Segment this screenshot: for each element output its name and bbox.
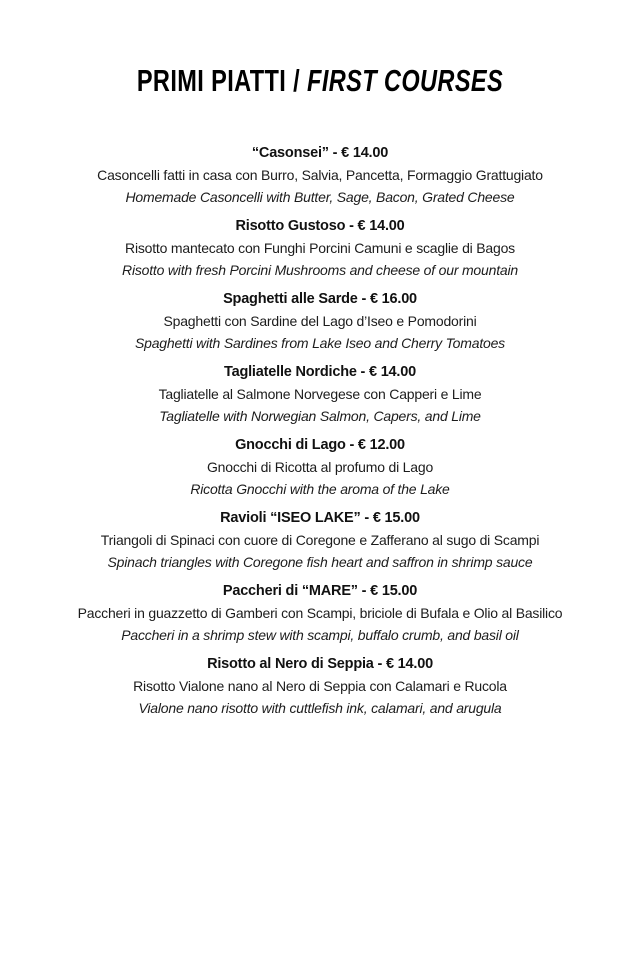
menu-item [0,288,640,354]
item-description-english: Ricotta Gnocchi with the aroma of the Lake [190,481,450,497]
item-title: Risotto Gustoso - € 14.00 [235,218,405,234]
item-description-english: Vialone nano risotto with cuttlefish ink, calamari, and arugula [138,700,502,716]
item-description-english: Tagliatelle with Norwegian Salmon, Capers, and Lime [159,408,481,424]
menu-page [0,64,640,969]
page-title-english: FIRST COURSES [307,63,504,98]
item-description-english: Paccheri in a shrimp stew with scampi, buffalo crumb, and basil oil [121,627,519,643]
item-description-english: Homemade Casoncelli with Butter, Sage, Bacon, Grated Cheese [125,189,515,205]
item-title: Tagliatelle Nordiche - € 14.00 [224,364,416,380]
item-description-italian: Paccheri in guazzetto di Gamberi con Scampi, briciole di Bufala e Olio al Basilico [77,605,563,621]
item-description-english: Spaghetti with Sardines from Lake Iseo and Cherry Tomatoes [135,335,505,351]
item-description-italian: Triangoli di Spinaci con cuore di Coregone e Zafferano al sugo di Scampi [100,532,540,548]
menu-item [0,580,640,646]
item-title: Spaghetti alle Sarde - € 16.00 [223,291,417,307]
item-title: “Casonsei” - € 14.00 [251,145,389,161]
item-title: Gnocchi di Lago - € 12.00 [235,437,405,453]
item-title: Risotto al Nero di Seppia - € 14.00 [207,656,433,672]
page-title-separator: / [293,63,301,98]
menu-item [0,215,640,281]
menu-item [0,361,640,427]
menu-item [0,142,640,208]
item-description-italian: Risotto mantecato con Funghi Porcini Camuni e scaglie di Bagos [125,240,515,256]
item-description-english: Spinach triangles with Coregone fish heart and saffron in shrimp sauce [107,554,533,570]
item-description-italian: Risotto Vialone nano al Nero di Seppia con Calamari e Rucola [133,678,507,694]
item-title: Ravioli “ISEO LAKE” - € 15.00 [220,510,420,526]
menu-list [0,142,640,719]
menu-item [0,434,640,500]
item-description-italian: Spaghetti con Sardine del Lago d’Iseo e Pomodorini [163,313,477,329]
page-title [0,64,640,98]
item-title: Paccheri di “MARE” - € 15.00 [222,583,418,599]
page-title-text [137,64,503,98]
item-description-italian: Gnocchi di Ricotta al profumo di Lago [206,459,434,475]
item-description-italian: Tagliatelle al Salmone Norvegese con Capperi e Lime [158,386,482,402]
page-title-italian: PRIMI PIATTI [136,63,287,98]
item-description-english: Risotto with fresh Porcini Mushrooms and cheese of our mountain [122,262,518,278]
menu-item [0,653,640,719]
item-description-italian: Casoncelli fatti in casa con Burro, Salvia, Pancetta, Formaggio Grattugiato [97,167,543,183]
menu-item [0,507,640,573]
